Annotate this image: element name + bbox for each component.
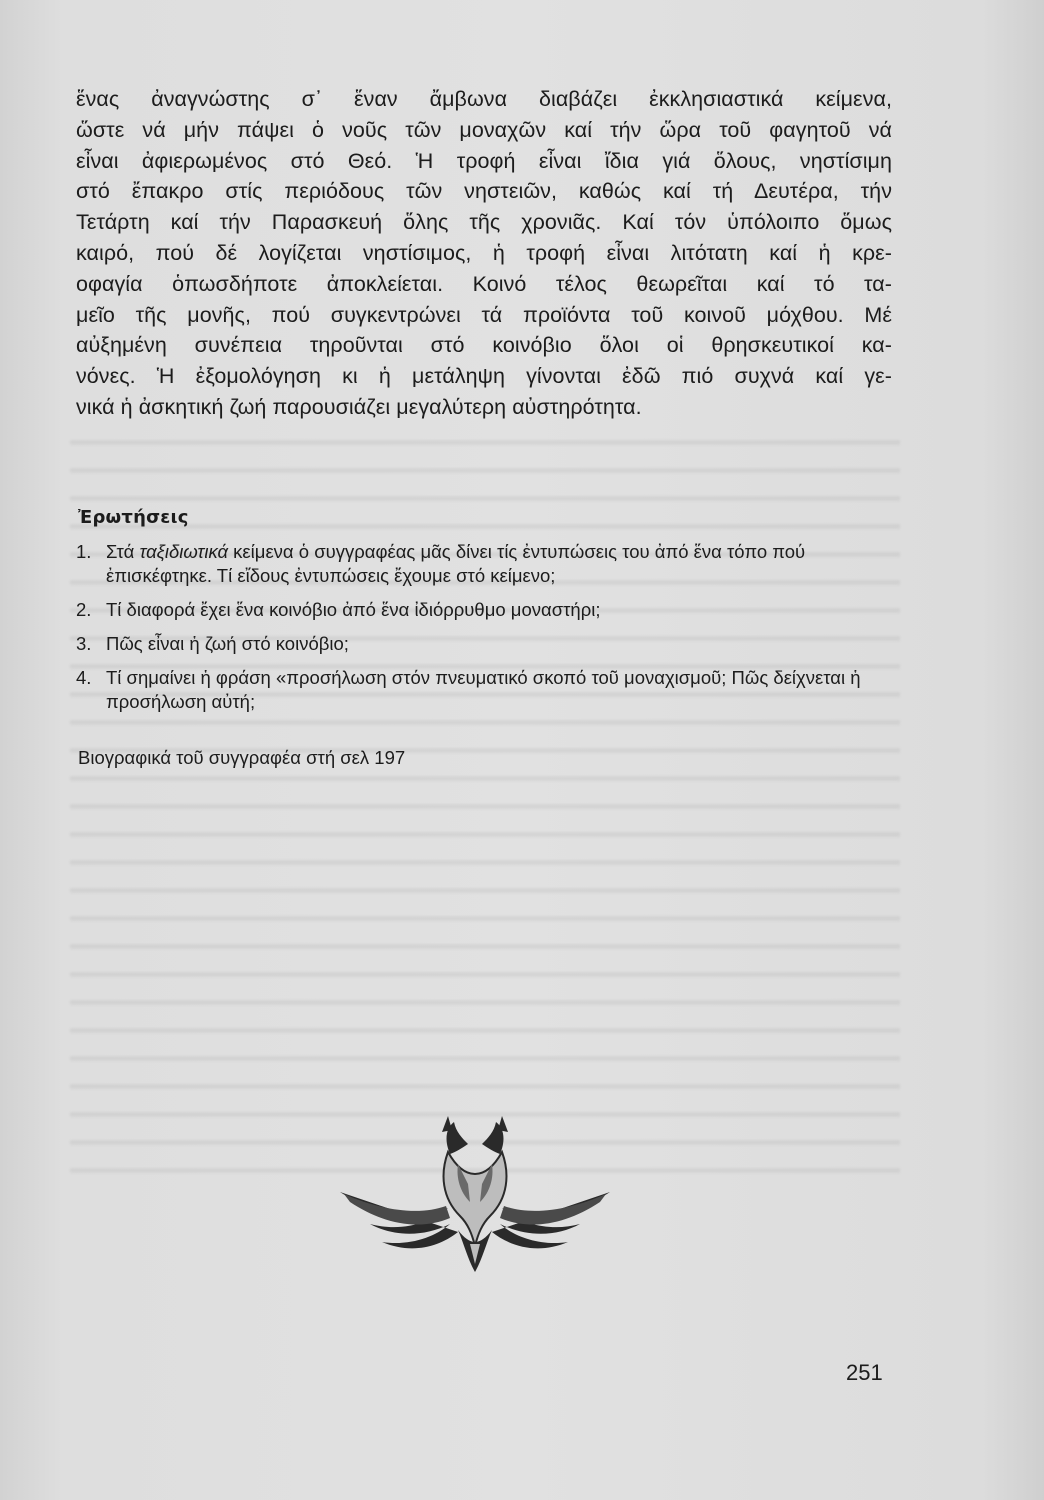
body-paragraph: [76, 84, 892, 423]
left-crest: [442, 1116, 452, 1132]
question-item: [76, 598, 896, 622]
paragraph-line: νικά ἡ ἀσκητική ζωή παρουσιάζει μεγαλύτερη αὐστηρότητα.: [76, 394, 642, 419]
question-item: [76, 540, 896, 588]
question-italic-term: ταξιδιωτικά: [139, 541, 229, 562]
right-crest: [498, 1116, 508, 1132]
question-number: 2.: [76, 599, 92, 620]
question-item: [76, 632, 896, 656]
right-wing-feathers: [500, 1194, 606, 1225]
question-text: Τί διαφορά ἔχει ἕνα κοινόβιο ἀπό ἕνα ἰδιόρρυθμο μοναστήρι;: [106, 599, 601, 620]
paragraph-line: ὥστε νά μήν πάψει ὁ νοῦς τῶν μοναχῶν καί τήν ὥρα τοῦ φαγητοῦ νά: [76, 117, 892, 142]
question-body: κείμενα ὁ συγγραφέας μᾶς δίνει τίς ἐντυπώσεις του ἀπό ἕνα τόπο πού ἐπισκέφτηκε. Τί εἴδους ἐντυπώσεις ἔχουμε στό κείμενο;: [106, 541, 806, 586]
paragraph-line: οφαγία ὁπωσδήποτε ἀποκλείεται. Κοινό τέλος θεωρεῖται καί τό τα-: [76, 271, 892, 296]
double-headed-eagle-icon: [330, 1112, 620, 1282]
paragraph-line: αὐξημένη συνέπεια τηροῦνται στό κοινόβιο ὅλοι οἱ θρησκευτικοί κα-: [76, 333, 892, 358]
page-number: 251: [846, 1360, 883, 1385]
left-wing-feathers: [344, 1194, 450, 1225]
question-number: 3.: [76, 633, 92, 654]
author-bio-reference: Βιογραφικά τοῦ συγγραφέα στή σελ 197: [78, 747, 406, 768]
question-text: Πῶς εἶναι ἡ ζωή στό κοινόβιο;: [106, 633, 349, 654]
question-item: [76, 666, 896, 714]
paragraph-line: εἶναι ἀφιερωμένος στό Θεό. Ἡ τροφή εἶναι ἴδια γιά ὅλους, νηστίσιμη: [76, 148, 892, 173]
question-number: 1.: [76, 541, 92, 562]
question-text: [106, 541, 805, 586]
questions-heading: Ἐρωτήσεις: [78, 507, 189, 528]
questions-list: [76, 540, 896, 724]
paragraph-line: ἕνας ἀναγνώστης σ᾽ ἕναν ἄμβωνα διαβάζει ἐκκλησιαστικά κείμενα,: [76, 87, 892, 111]
question-prefix: Στά: [106, 541, 135, 562]
question-text: Τί σημαίνει ἡ φράση «προσήλωση στόν πνευματικό σκοπό τοῦ μοναχισμοῦ; Πῶς δείχνεται ἡ προσήλωση αὐτή;: [106, 667, 861, 712]
paragraph-line: στό ἔπακρο στίς περιόδους τῶν νηστειῶν, καθώς καί τή Δευτέρα, τήν: [76, 179, 892, 204]
paragraph-line: μεῖο τῆς μονῆς, πού συγκεντρώνει τά προϊόντα τοῦ κοινοῦ μόχθου. Μέ: [76, 302, 892, 327]
paragraph-line: καιρό, πού δέ λογίζεται νηστίσιμος, ἡ τροφή εἶναι λιτότατη καί ἡ κρε-: [76, 240, 892, 265]
question-number: 4.: [76, 667, 92, 688]
paragraph-line: Τετάρτη καί τήν Παρασκευή ὅλης τῆς χρονιᾶς. Καί τόν ὑπόλοιπο ὅμως: [76, 210, 892, 235]
paragraph-line: νόνες. Ἡ ἐξομολόγηση κι ἡ μετάληψη γίνονται ἐδῶ πιό συχνά καί γε-: [76, 364, 892, 389]
